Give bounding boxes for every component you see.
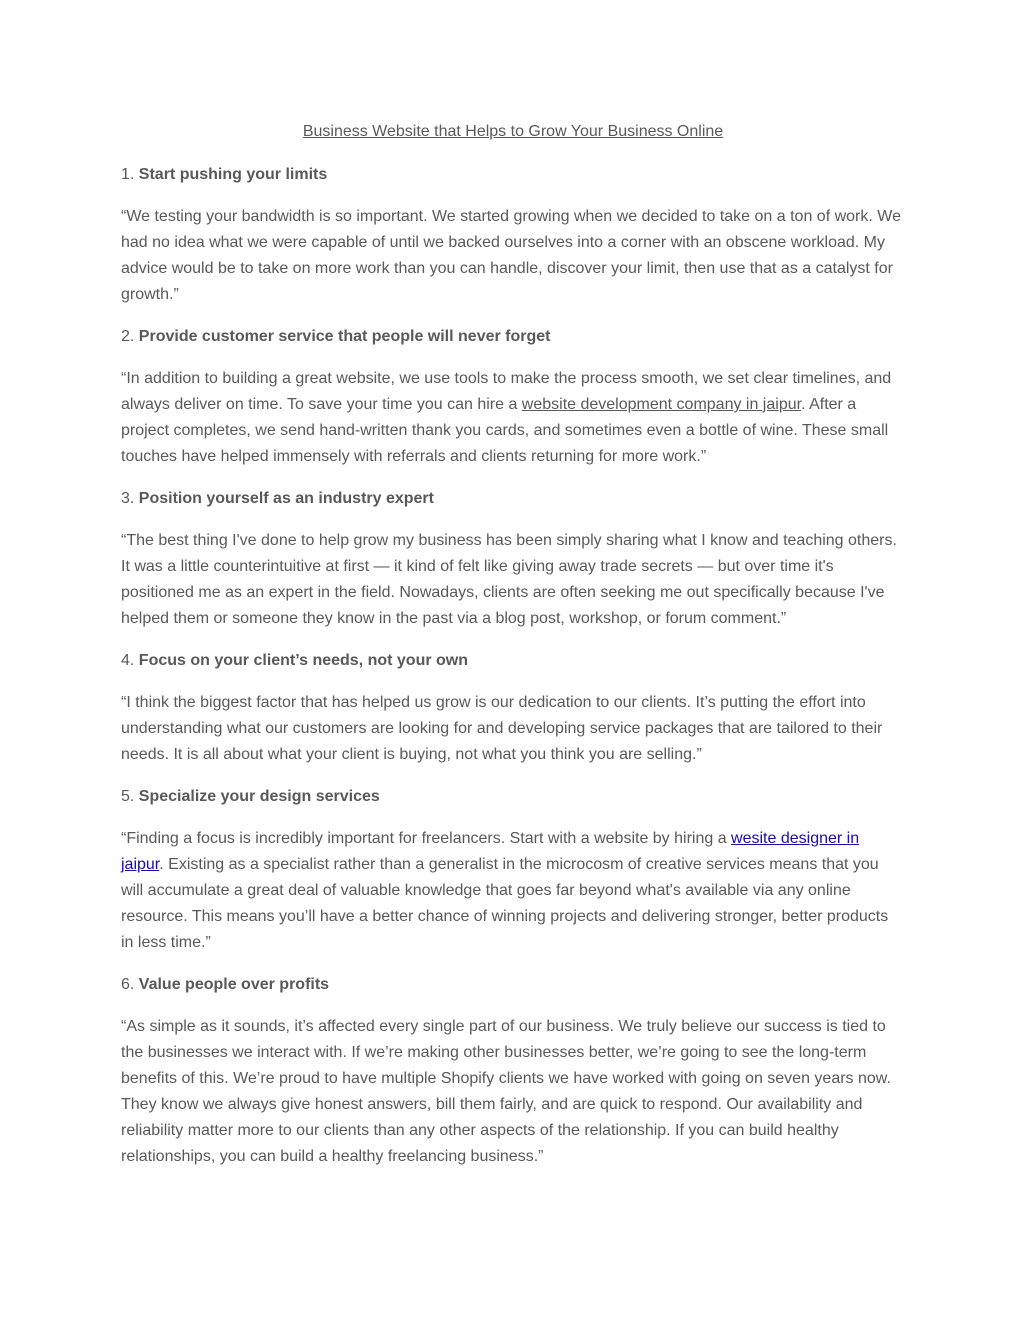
document-title: Business Website that Helps to Grow Your Business Online [302, 123, 724, 140]
section-body-4: “I think the biggest factor that has helped us grow is our dedication to our clients. It’s putting the effort into understanding what our customers are looking for and developing service packages that are tailored to their needs. It is all about what your client is buying, not what you think you are selling.” [121, 694, 883, 763]
section-body-6: “As simple as it sounds, it’s affected every single part of our business. We truly believe our success is tied to the businesses we interact with. If we’re making other businesses better, we’re going to see the long-term benefits of this. We’re proud to have multiple Shopify clients we have worked with going on seven years now. They know we always give honest answers, bill them fairly, and are quick to respond. Our availability and reliability matter more to our clients than any other aspects of the relationship. If you can build healthy relationships, you can build a healthy freelancing business.” [121, 1018, 891, 1165]
section-body-3: “The best thing I've done to help grow my business has been simply sharing what I know and teaching others. It was a little counterintuitive at first — it kind of felt like giving away trade secrets — but over time it's positioned me as an expert in the field. Nowadays, clients are often seeking me out specifically because I've helped them or someone they know in the past via a blog post, workshop, or forum comment.” [121, 532, 897, 627]
section-body-5 [121, 826, 905, 956]
section-heading-text: Specialize your design services [138, 788, 380, 805]
section-body-2 [121, 366, 905, 470]
body-text-after-link: . Existing as a specialist rather than a generalist in the microcosm of creative services means that you will accumulate a great deal of valuable knowledge that goes far beyond what's available via any online resource. This means you’ll have a better chance of winning projects and delivering stronger, better products in less time.” [121, 856, 889, 951]
body-text-before-link: “In addition to building a great website, we use tools to make the process smooth, we set clear timelines, and always deliver on time. To save your time you can hire a [121, 370, 892, 413]
section-number: 3. [121, 490, 135, 507]
section-heading-3 [121, 486, 905, 512]
body-text-before-link: “Finding a focus is incredibly important for freelancers. Start with a website by hiring a [121, 830, 732, 847]
section-number: 5. [121, 788, 135, 805]
document-page [121, 120, 905, 1186]
section-number: 4. [121, 652, 135, 669]
section-heading-4 [121, 648, 905, 674]
section-heading-6 [121, 972, 905, 998]
section-number: 1. [121, 166, 135, 183]
website-development-company-link[interactable]: website development company in jaipur [521, 396, 802, 413]
body-text-after-link: . After a project completes, we send hand-written thank you cards, and sometimes even a bottle of wine. These small touches have helped immensely with referrals and clients returning for more work.” [121, 396, 889, 465]
section-body-1: “We testing your bandwidth is so important. We started growing when we decided to take on a ton of work. We had no idea what we were capable of until we backed ourselves into a corner with an obscene workload. My advice would be to take on more work than you can handle, discover your limit, then use that as a catalyst for growth.” [121, 208, 901, 303]
section-heading-2 [121, 324, 905, 350]
section-heading-text: Provide customer service that people will never forget [138, 328, 551, 345]
website-designer-link[interactable]: wesite designer in jaipur [121, 830, 860, 873]
section-heading-text: Start pushing your limits [138, 166, 328, 183]
section-number: 6. [121, 976, 135, 993]
section-heading-1 [121, 162, 905, 188]
section-number: 2. [121, 328, 135, 345]
section-heading-text: Value people over profits [138, 976, 330, 993]
section-heading-text: Focus on your client’s needs, not your own [138, 652, 469, 669]
section-heading-5 [121, 784, 905, 810]
section-heading-text: Position yourself as an industry expert [138, 490, 434, 507]
